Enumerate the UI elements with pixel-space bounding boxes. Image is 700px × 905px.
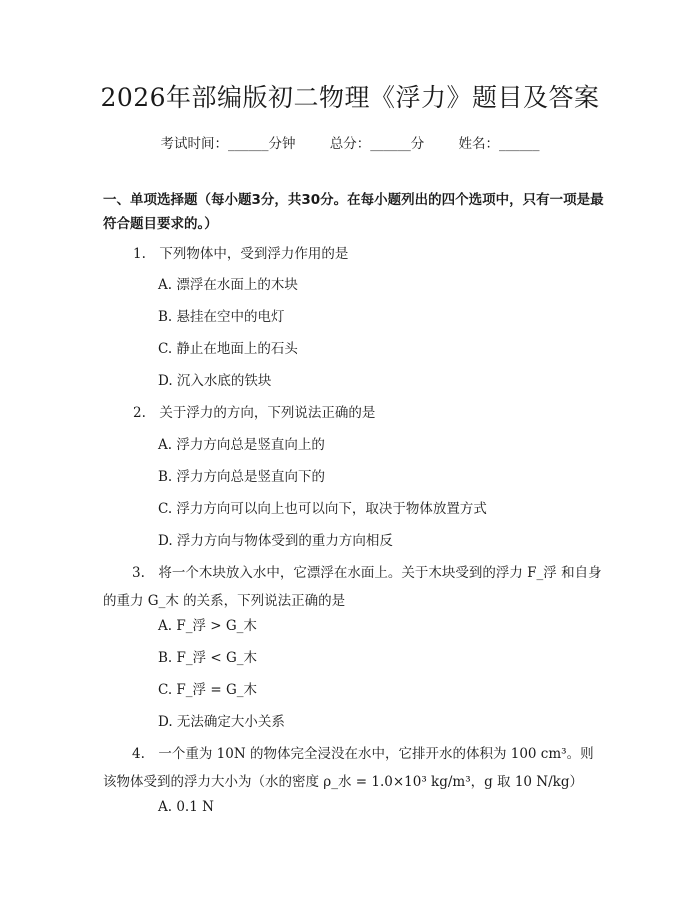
q3-option-d: D. 无法确定大小关系 [158, 714, 285, 730]
question-3: 3. 将一个木块放入水中，它漂浮在水面上。关于木块受到的浮力 F_浮 和自身的重力 G_木 的关系，下列说法正确的是 [103, 565, 602, 609]
q3-option-c: C. F_浮 = G_木 [158, 682, 257, 698]
question-1: 1. 下列物体中，受到浮力作用的是 [133, 246, 349, 262]
q2-option-a: A. 浮力方向总是竖直向上的 [158, 437, 325, 453]
q3-option-a: A. F_浮 > G_木 [158, 618, 257, 634]
q2-option-b: B. 浮力方向总是竖直向下的 [158, 469, 326, 485]
page-title: 2026年部编版初二物理《浮力》题目及答案 [100, 83, 600, 112]
q1-option-b: B. 悬挂在空中的电灯 [158, 309, 285, 325]
q1-option-c: C. 静止在地面上的石头 [158, 341, 298, 357]
question-4: 4. 一个重为 10N 的物体完全浸没在水中，它排开水的体积为 100 cm³。则该物体受到的浮力大小为（水的密度 ρ_水 = 1.0×10³ kg/m³，g 取 10 N/kg） [103, 746, 594, 790]
q3-option-b: B. F_浮 < G_木 [158, 650, 258, 666]
q2-option-c: C. 浮力方向可以向上也可以向下，取决于物体放置方式 [158, 501, 487, 517]
total-score: 总分：______分 [329, 136, 425, 152]
question-2: 2. 关于浮力的方向，下列说法正确的是 [133, 405, 376, 421]
q1-option-a: A. 漂浮在水面上的木块 [158, 277, 298, 293]
exam-meta [0, 132, 700, 152]
q4-option-a: A. 0.1 N [158, 799, 214, 815]
q2-option-d: D. 浮力方向与物体受到的重力方向相反 [158, 533, 393, 549]
exam-time: 考试时间：______分钟 [160, 136, 296, 152]
section-heading: 一、单项选择题（每小题3分，共30分。在每小题列出的四个选项中，只有一项是最符合题目要求的。） [103, 192, 604, 232]
student-name: 姓名：______ [458, 136, 540, 152]
q1-option-d: D. 沉入水底的铁块 [158, 373, 272, 389]
